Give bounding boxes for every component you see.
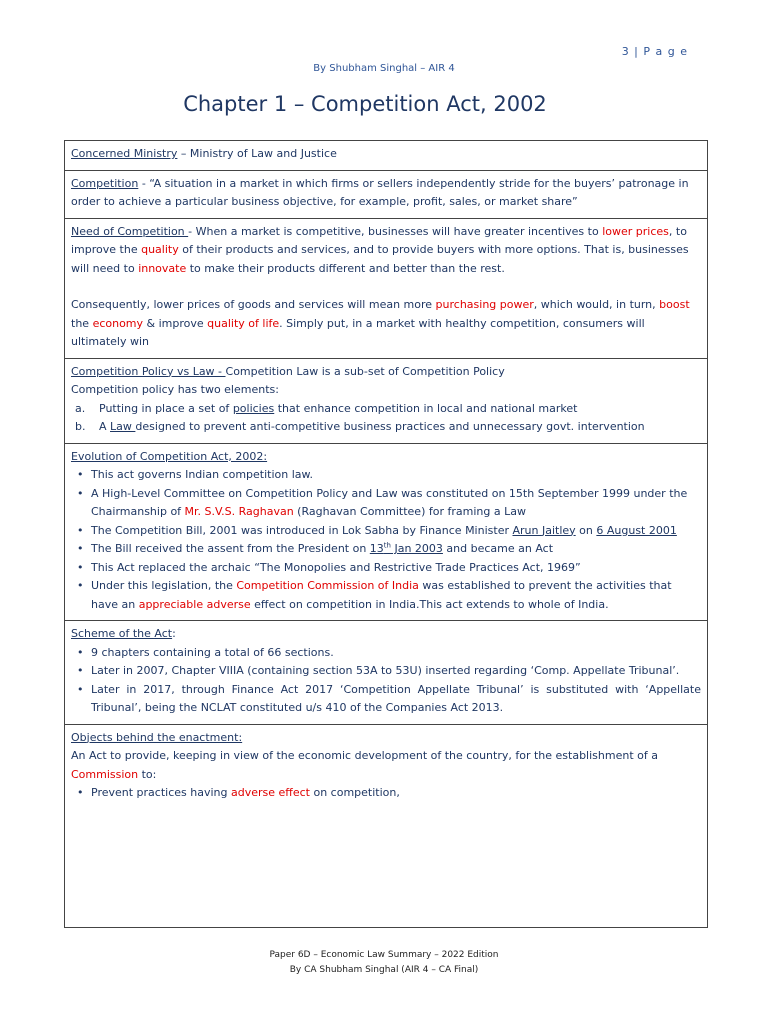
list-item bbox=[75, 400, 701, 419]
list-text: A High-Level Committee on Competition Policy and Law was constituted on 15th September 1999 under the Chairmanship of bbox=[91, 486, 688, 518]
highlight-lower-prices: lower prices bbox=[602, 224, 669, 238]
date-suffix: th bbox=[383, 541, 391, 550]
highlight-commission: Commission bbox=[71, 767, 139, 781]
highlight-innovate: innovate bbox=[138, 261, 187, 275]
section-scheme bbox=[65, 621, 707, 725]
scheme-list bbox=[71, 644, 701, 718]
list-text: on bbox=[575, 523, 597, 537]
need-text: - When a market is competitive, businesses will have greater incentives to bbox=[188, 224, 603, 238]
list-text: Putting in place a set of bbox=[99, 401, 233, 415]
list-text: effect on competition in India.This act extends to whole of India. bbox=[250, 597, 609, 611]
highlight-quality-of-life: quality of life bbox=[207, 316, 280, 330]
need-label: Need of Competition bbox=[71, 224, 189, 238]
need-text: , which would, in turn, bbox=[533, 298, 660, 311]
list-item bbox=[91, 784, 701, 803]
list-item bbox=[91, 522, 701, 541]
need-text: of their products and services, and to provide buyers with more options. That is, businesses bbox=[178, 243, 689, 256]
policy-elements-list bbox=[71, 400, 701, 437]
highlight-quality: quality bbox=[141, 243, 179, 256]
need-text: & improve bbox=[143, 316, 208, 330]
list-item bbox=[91, 540, 701, 559]
header-byline: By Shubham Singhal – AIR 4 bbox=[313, 63, 455, 74]
underlined-term: Law bbox=[110, 420, 136, 433]
list-text: designed to prevent anti-competitive business practices and unnecessary govt. intervention bbox=[135, 420, 645, 433]
list-text: was established to prevent the activities that have an bbox=[91, 579, 672, 611]
need-text: the bbox=[71, 316, 93, 330]
policy-intro: Competition Law is a sub-set of Competition Policy bbox=[225, 364, 505, 378]
list-text: (Raghavan Committee) for framing a Law bbox=[293, 505, 526, 518]
page-footer bbox=[0, 948, 768, 978]
section-objects bbox=[65, 725, 707, 809]
list-item: • This Act replaced the archaic “The Monopolies and Restrictive Trade Practices Act, 1969” bbox=[91, 559, 701, 578]
list-item bbox=[91, 577, 701, 614]
section-evolution bbox=[65, 444, 707, 622]
content-table bbox=[64, 140, 708, 928]
need-text: will need to bbox=[71, 261, 139, 275]
objects-intro bbox=[71, 747, 701, 784]
ministry-label: Concerned Ministry bbox=[71, 147, 178, 160]
list-text: A bbox=[99, 420, 111, 433]
list-text: Prevent practices having bbox=[91, 786, 231, 799]
list-marker: b. bbox=[75, 420, 86, 433]
ministry-text: – Ministry of Law and Justice bbox=[177, 147, 337, 160]
list-text: The Competition Bill, 2001 was introduced in Lok Sabha by Finance Minister bbox=[91, 523, 513, 537]
list-item bbox=[91, 485, 701, 522]
underlined-date bbox=[370, 542, 443, 555]
list-marker: a. bbox=[75, 401, 86, 415]
footer-line-1: Paper 6D – Economic Law Summary – 2022 Edition bbox=[269, 950, 499, 960]
need-text: . Simply put, in a market with healthy competition, consumers will ultimately win bbox=[71, 316, 645, 348]
list-item bbox=[75, 418, 701, 437]
highlight-economy: economy bbox=[92, 316, 144, 330]
scheme-label: Scheme of the Act bbox=[71, 627, 173, 640]
chapter-title: Chapter 1 – Competition Act, 2002 bbox=[183, 92, 547, 116]
competition-definition: - “A situation in a market in which firms or sellers independently stride for the buyers’ patronage in order to achieve a particular business objective, for example, profit, sales, or market share” bbox=[71, 176, 689, 208]
list-text: The Bill received the assent from the President on bbox=[91, 542, 370, 555]
footer-line-2: By CA Shubham Singhal (AIR 4 – CA Final) bbox=[289, 965, 479, 975]
section-policy bbox=[65, 359, 707, 444]
highlight-appreciable-adverse: appreciable adverse bbox=[138, 597, 251, 611]
highlight-cci: Competition Commission of India bbox=[236, 579, 419, 592]
highlight-boost: boost bbox=[659, 298, 690, 311]
list-text: on competition, bbox=[309, 786, 400, 799]
objects-label: Objects behind the enactment: bbox=[71, 730, 243, 744]
objects-list bbox=[71, 784, 701, 803]
need-text: , to improve the bbox=[71, 224, 687, 256]
scheme-colon: : bbox=[172, 627, 176, 640]
highlight-adverse-effect: adverse effect bbox=[230, 786, 310, 799]
list-item: • Later in 2007, Chapter VIIIA (containing section 53A to 53U) inserted regarding ‘Comp. Appellate Tribunal’. bbox=[91, 662, 701, 681]
highlight-purchasing-power: purchasing power bbox=[435, 298, 534, 311]
underlined-term: policies bbox=[232, 401, 275, 415]
list-item: • 9 chapters containing a total of 66 sections. bbox=[91, 644, 701, 663]
list-text: that enhance competition in local and national market bbox=[274, 401, 578, 415]
objects-text: An Act to provide, keeping in view of the economic development of the country, for the establishment of a bbox=[71, 749, 658, 762]
policy-elements-intro: Competition policy has two elements: bbox=[71, 383, 279, 396]
list-text: and became an Act bbox=[442, 542, 554, 555]
date-day: 13 bbox=[369, 542, 384, 555]
page-number: 3 | P a g e bbox=[621, 45, 688, 58]
date-rest: Jan 2003 bbox=[390, 542, 443, 555]
objects-text: to: bbox=[138, 767, 157, 781]
competition-label: Competition bbox=[71, 176, 139, 190]
list-text: Under this legislation, the bbox=[91, 579, 237, 592]
underlined-term: Arun Jaitley bbox=[512, 523, 576, 537]
need-text: to make their products different and better than the rest. bbox=[186, 261, 505, 275]
list-item: • Later in 2017, through Finance Act 2017 ‘Competition Appellate Tribunal’ is substituted with ‘Appellate Tribunal’, being the NCLAT constituted u/s 410 of the Companies Act 2013. bbox=[91, 681, 701, 718]
highlight-raghavan: Mr. S.V.S. Raghavan bbox=[184, 505, 294, 518]
need-paragraph-1 bbox=[71, 223, 701, 279]
underlined-term: 6 August 2001 bbox=[596, 523, 677, 537]
section-competition bbox=[65, 171, 707, 219]
section-need bbox=[65, 219, 707, 359]
section-ministry bbox=[65, 141, 707, 171]
list-item: • This act governs Indian competition law. bbox=[91, 466, 701, 485]
policy-label: Competition Policy vs Law - bbox=[71, 364, 226, 378]
need-paragraph-2 bbox=[71, 296, 701, 352]
evolution-label: Evolution of Competition Act, 2002: bbox=[71, 449, 268, 463]
evolution-list bbox=[71, 466, 701, 614]
need-text: Consequently, lower prices of goods and services will mean more bbox=[71, 298, 436, 311]
